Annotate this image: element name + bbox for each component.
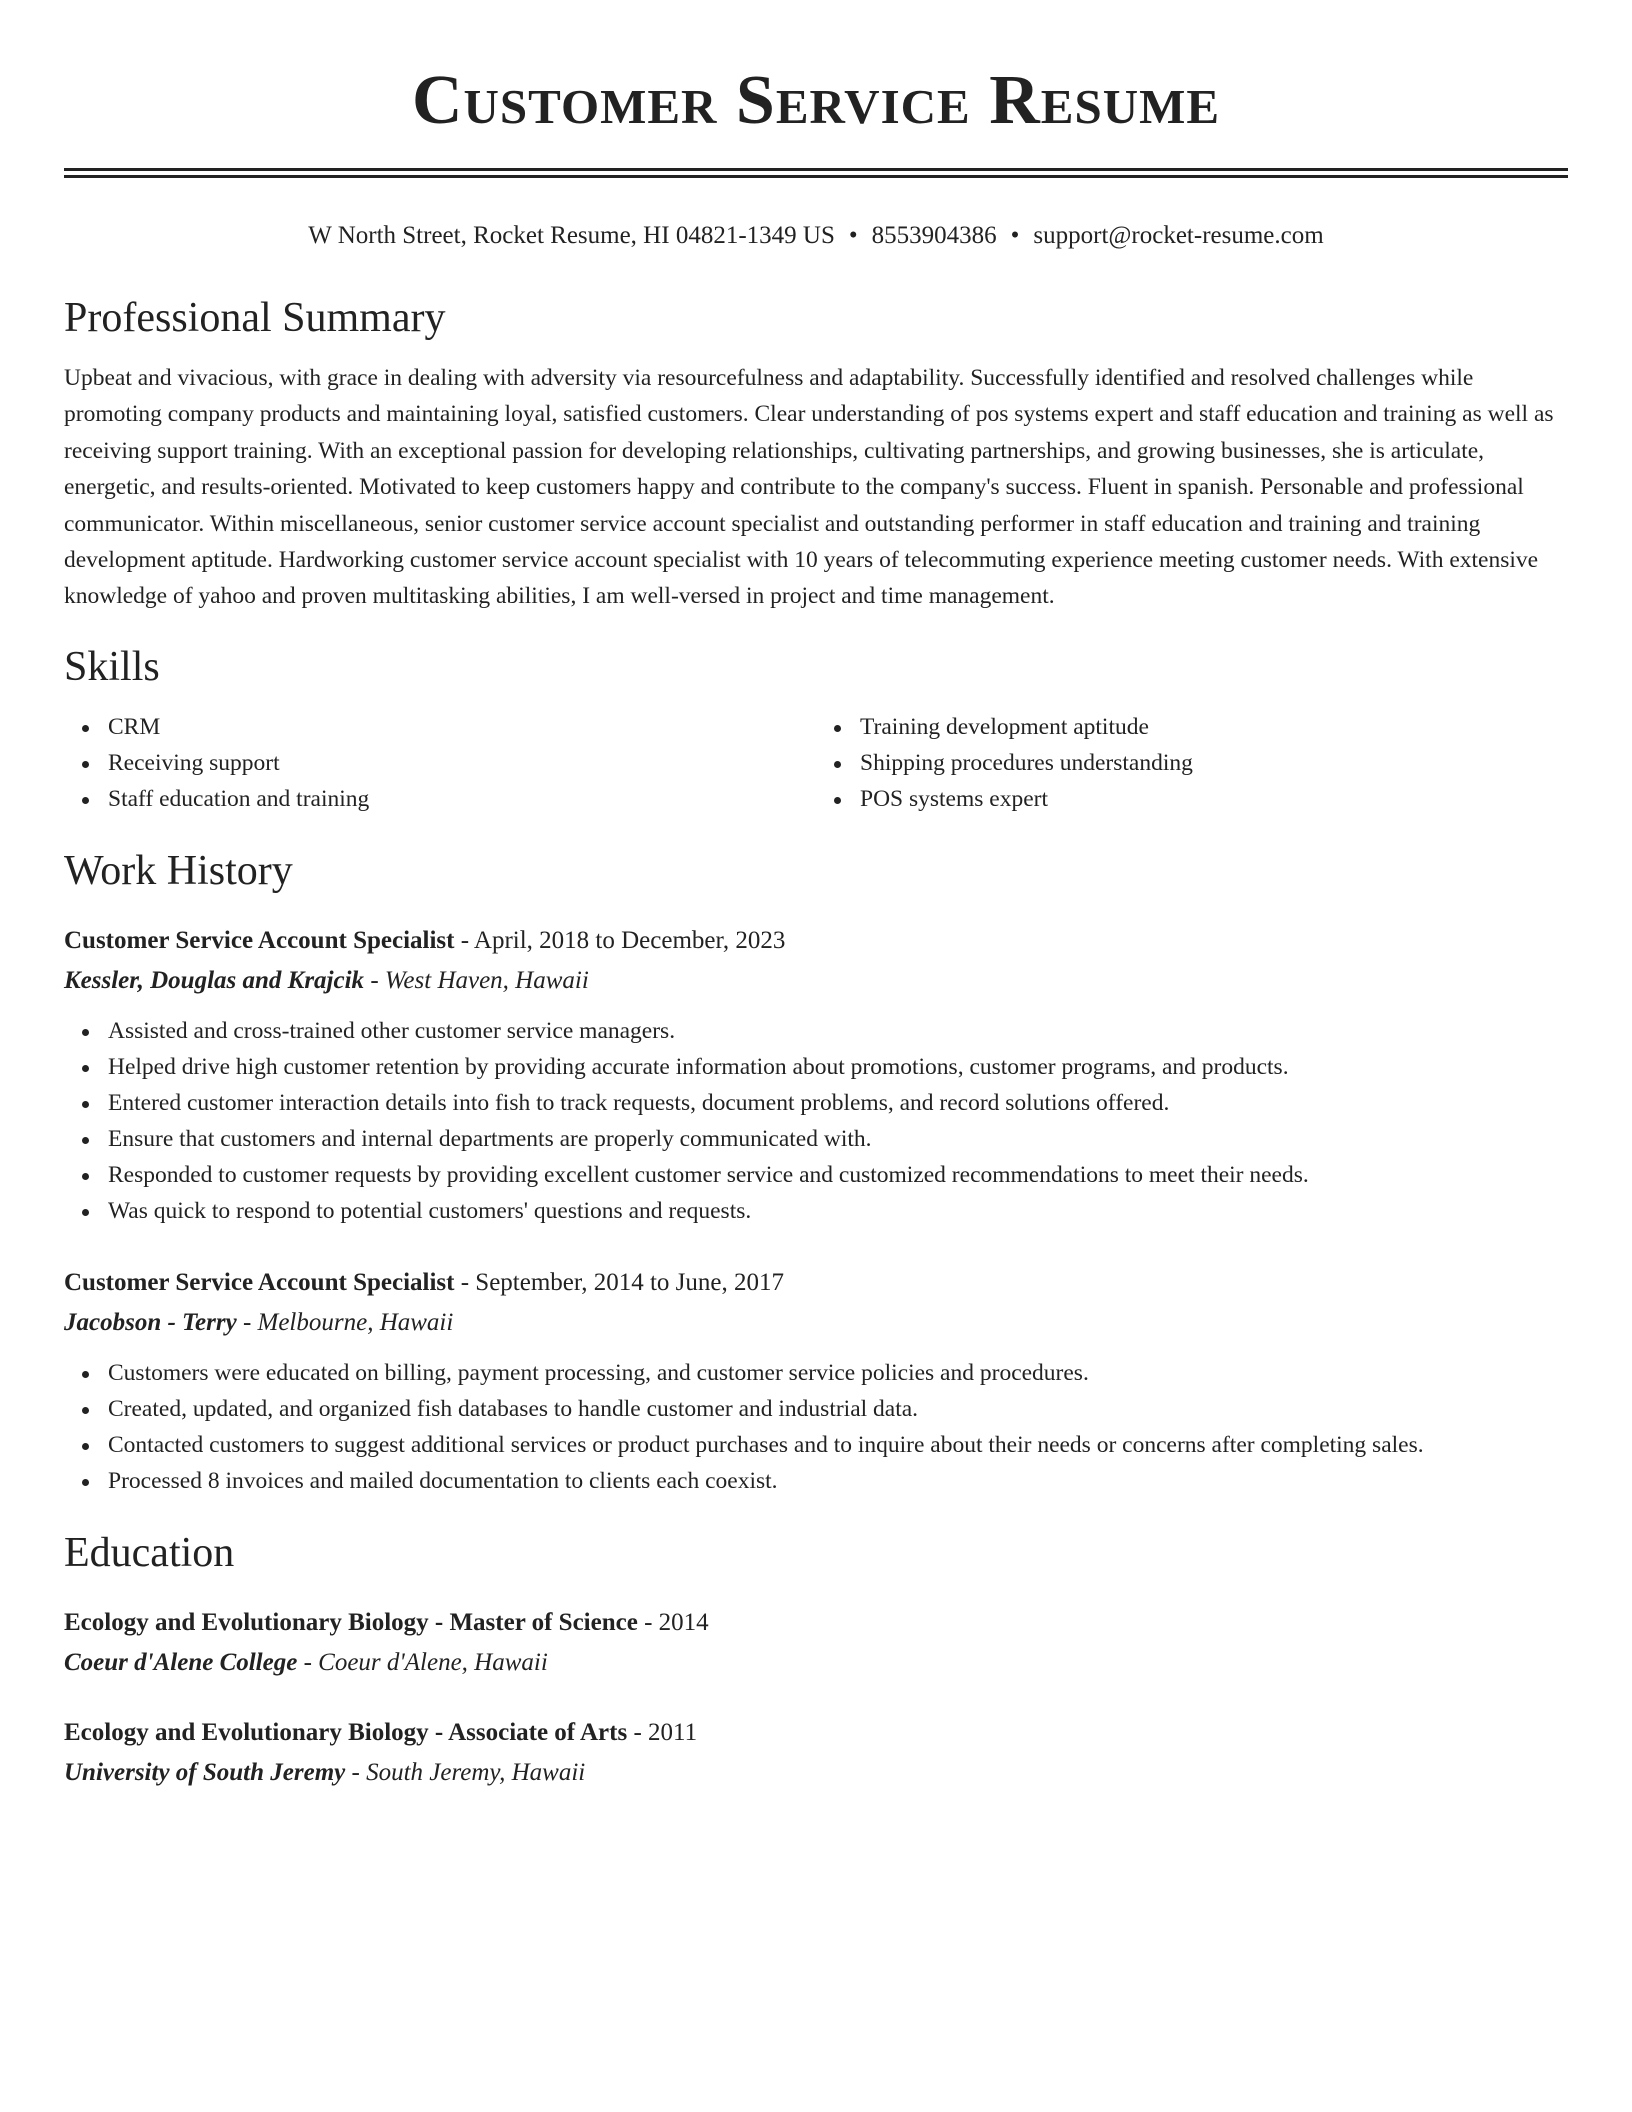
school-location: - Coeur d'Alene, Hawaii: [297, 1648, 548, 1676]
education-heading: Education: [64, 1529, 235, 1576]
school-name: University of South Jeremy: [64, 1758, 346, 1786]
contact-line: [64, 220, 1568, 252]
degree-year: - 2011: [627, 1718, 698, 1746]
job-bullet: Customers were educated on billing, payment processing, and customer service policies and procedures.: [108, 1355, 1568, 1391]
job-dates: - September, 2014 to June, 2017: [454, 1268, 784, 1296]
job-bullets: [64, 1355, 1568, 1499]
skill-item: CRM: [108, 709, 816, 745]
contact-separator: •: [1010, 222, 1020, 249]
school-name: Coeur d'Alene College: [64, 1648, 298, 1676]
job-bullets: [64, 1013, 1568, 1229]
degree: Ecology and Evolutionary Biology - Master of Science: [64, 1608, 638, 1636]
contact-phone: 8553904386: [871, 222, 997, 249]
skills-column-left: [64, 709, 816, 817]
skill-item: Shipping procedures understanding: [860, 745, 1568, 781]
school-line: [64, 1753, 1568, 1793]
job-title: Customer Service Account Specialist: [64, 1268, 455, 1296]
job-entry: [64, 1263, 1568, 1499]
education-entry: [64, 1713, 1568, 1793]
job-company: Jacobson - Terry: [64, 1308, 237, 1336]
job-bullet: Entered customer interaction details into fish to track requests, document problems, and record solutions offered.: [108, 1085, 1568, 1121]
job-bullet: Assisted and cross-trained other customer service managers.: [108, 1013, 1568, 1049]
job-location: - Melbourne, Hawaii: [236, 1308, 454, 1336]
skill-item: Receiving support: [108, 745, 816, 781]
job-entry: [64, 921, 1568, 1229]
contact-separator: •: [848, 222, 858, 249]
job-bullet: Helped drive high customer retention by providing accurate information about promotions, customer programs, and products.: [108, 1049, 1568, 1085]
summary-heading: Professional Summary: [64, 295, 446, 341]
skill-item: Training development aptitude: [860, 709, 1568, 745]
job-bullet: Contacted customers to suggest additional services or product purchases and to inquire about their needs or concerns after completing sales.: [108, 1427, 1568, 1463]
job-bullet: Was quick to respond to potential customers' questions and requests.: [108, 1193, 1568, 1229]
job-bullet: Responded to customer requests by providing excellent customer service and customized recommendations to meet their needs.: [108, 1157, 1568, 1193]
education-entry: [64, 1603, 1568, 1683]
job-bullet: Ensure that customers and internal departments are properly communicated with.: [108, 1121, 1568, 1157]
contact-address: W North Street, Rocket Resume, HI 04821-1349 US: [308, 222, 835, 249]
resume-title: Customer Service Resume: [411, 62, 1221, 139]
job-title: Customer Service Account Specialist: [64, 926, 455, 954]
degree-line: [64, 1603, 1568, 1643]
job-company: Kessler, Douglas and Krajcik: [64, 966, 365, 994]
job-location: - West Haven, Hawaii: [364, 966, 589, 994]
skill-item: Staff education and training: [108, 781, 816, 817]
job-title-line: [64, 1263, 1568, 1303]
school-location: - South Jeremy, Hawaii: [345, 1758, 586, 1786]
degree: Ecology and Evolutionary Biology - Associate of Arts: [64, 1718, 628, 1746]
job-company-line: [64, 1303, 1568, 1343]
job-company-line: [64, 961, 1568, 1001]
job-bullet: Created, updated, and organized fish databases to handle customer and industrial data.: [108, 1391, 1568, 1427]
skill-item: POS systems expert: [860, 781, 1568, 817]
work-history-heading: Work History: [64, 847, 293, 894]
degree-line: [64, 1713, 1568, 1753]
job-bullet: Processed 8 invoices and mailed documentation to clients each coexist.: [108, 1463, 1568, 1499]
summary-text: Upbeat and vivacious, with grace in dealing with adversity via resourcefulness and adaptability. Successfully identified and resolved challenges while promoting company products and maintaining loyal, satisfied customers. Clear understanding of pos systems expert and staff education and training as well as receiving support training. With an exceptional passion for developing relationships, cultivating partnerships, and growing businesses, she is articulate, energetic, and results-oriented. Motivated to keep customers happy and contribute to the company's success. Fluent in spanish. Personable and professional communicator. Within miscellaneous, senior customer service account specialist and outstanding performer in staff education and training and training development aptitude. Hardworking customer service account specialist with 10 years of telecommuting experience meeting customer needs. With extensive knowledge of yahoo and proven multitasking abilities, I am well-versed in project and time management.: [64, 365, 1554, 610]
job-title-line: [64, 921, 1568, 961]
skills-heading: Skills: [64, 643, 160, 690]
title-divider: [64, 168, 1568, 178]
skills-column-right: [816, 709, 1568, 817]
job-dates: - April, 2018 to December, 2023: [454, 926, 786, 954]
skills-list: [64, 709, 1568, 817]
contact-email: support@rocket-resume.com: [1033, 222, 1324, 249]
school-line: [64, 1643, 1568, 1683]
degree-year: - 2014: [637, 1608, 709, 1636]
